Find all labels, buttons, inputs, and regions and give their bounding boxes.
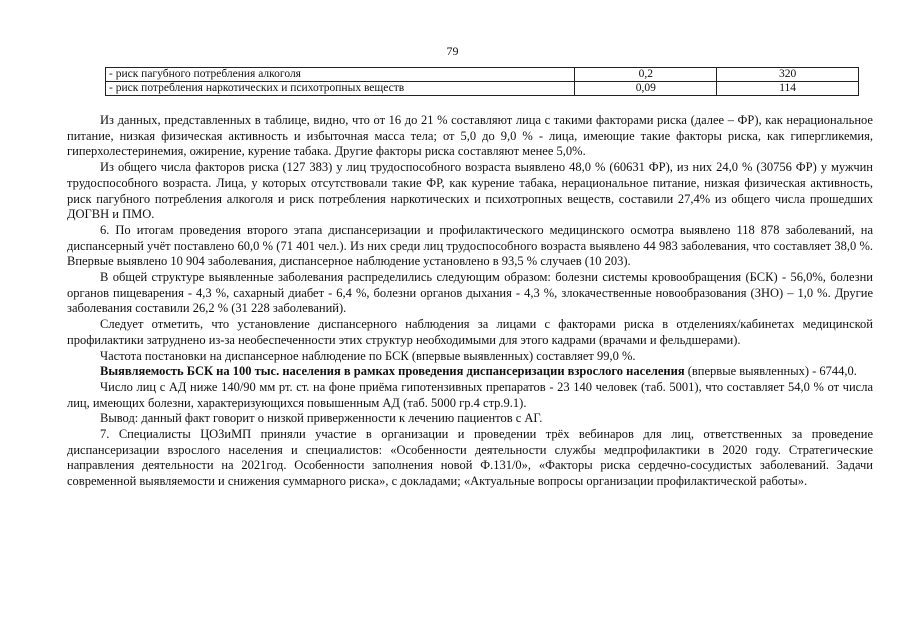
paragraph: Вывод: данный факт говорит о низкой приверженности к лечению пациентов с АГ. <box>100 411 543 426</box>
paragraph: В общей структуре выявленные заболевания распределились следующим образом: болезни системы кровообращения (БСК) - 56,0%, болезни органов пищеварения - 4,3 %, сахарный диабет - 6,4 %, болезни органов дыхания - 4,3 %, злокачественные новообразования (ЗНО) – 1,0 %. Другие заболевания составили 26,2 % (31 228 заболеваний). <box>67 270 873 316</box>
table-cell-label: - риск потребления наркотических и психотропных веществ <box>106 82 575 96</box>
body-text <box>67 113 873 490</box>
bold-heading-text: Выявляемость БСК на 100 тыс. населения в рамках проведения диспансеризации взрослого населения <box>100 364 685 379</box>
paragraph: Число лиц с АД ниже 140/90 мм рт. ст. на фоне приёма гипотензивных препаратов - 23 140 человек (таб. 5001), что составляет 54,0 % от числа лиц, имеющих болезни, характеризующихся повышенным АД (таб. 5000 гр.4 стр.9.1). <box>67 379 873 410</box>
table-cell-value: 114 <box>717 82 859 96</box>
paragraph: Из общего числа факторов риска (127 383) у лиц трудоспособного возраста выявлено 48,0 % (60631 ФР), из них 24,0 % (30756 ФР) у мужчин трудоспособного возраста. Лица, у которых отсутствовали такие ФР, как курение табака, нерациональное питание, низкая физическая активность, риск пагубного потребления алкоголя и риск потребления наркотических и психотропных веществ, составили 27,4% из общего числа прошедших ДОГВН и ПМО. <box>67 160 873 222</box>
paragraph-bold <box>67 364 873 380</box>
table-cell-value: 0,2 <box>575 68 717 82</box>
paragraph: Частота постановки на диспансерное наблюдение по БСК (впервые выявленных) составляет 99,0 %. <box>100 348 636 363</box>
table-cell-value: 320 <box>717 68 859 82</box>
paragraph: Из данных, представленных в таблице, видно, что от 16 до 21 % составляют лица с такими факторами риска (далее – ФР), как нерациональное питание, низкая физическая активность и избыточная масса тела; от 5,0 до 9,0 % - лица, имеющие такие факторы риска, как гипергликемия, гиперхолестеринемия, ожирение, курение табака. Другие факторы риска составляют менее 5,0%. <box>67 113 873 159</box>
table-cell-value: 0,09 <box>575 82 717 96</box>
table-row <box>106 68 859 82</box>
risk-factor-table <box>105 67 859 96</box>
paragraph: 6. По итогам проведения второго этапа диспансеризации и профилактического медицинского осмотра выявлено 118 878 заболеваний, на диспансерный учёт поставлено 60,0 % (71 401 чел.). Из них среди лиц трудоспособного возраста выявлено 44 983 заболевания, что составляет 38,0 %. Впервые выявлено 10 904 заболевания, диспансерное наблюдение установлено в 93,5 % случаев (10 203). <box>67 222 873 269</box>
table-cell-label: - риск пагубного потребления алкоголя <box>106 68 575 82</box>
paragraph-rest: (впервые выявленных) - 6744,0. <box>684 364 857 379</box>
page-number: 79 <box>446 44 459 58</box>
paragraph: Следует отметить, что установление диспансерного наблюдения за лицами с факторами риска в отделениях/кабинетах медицинской профилактики затруднено из-за необеспеченности этих структур необходимыми для этого кадрами (врачами и фельдшерами). <box>67 317 873 347</box>
table-row <box>106 82 859 96</box>
paragraph: 7. Специалисты ЦОЗиМП приняли участие в организации и проведении трёх вебинаров для лиц, ответственных за проведение диспансеризации взрослого населения и специалистов: «Особенности деятельности службы медпрофилактики в 2020 году. Стратегические направления деятельности на 2021год. Особенности заполнения новой Ф.131/0», «Факторы риска сердечно-сосудистых заболеваний. Задачи современной выявляемости и снижения суммарного риска», с докладами; «Актуальные вопросы организации профилактической работы». <box>67 427 873 489</box>
